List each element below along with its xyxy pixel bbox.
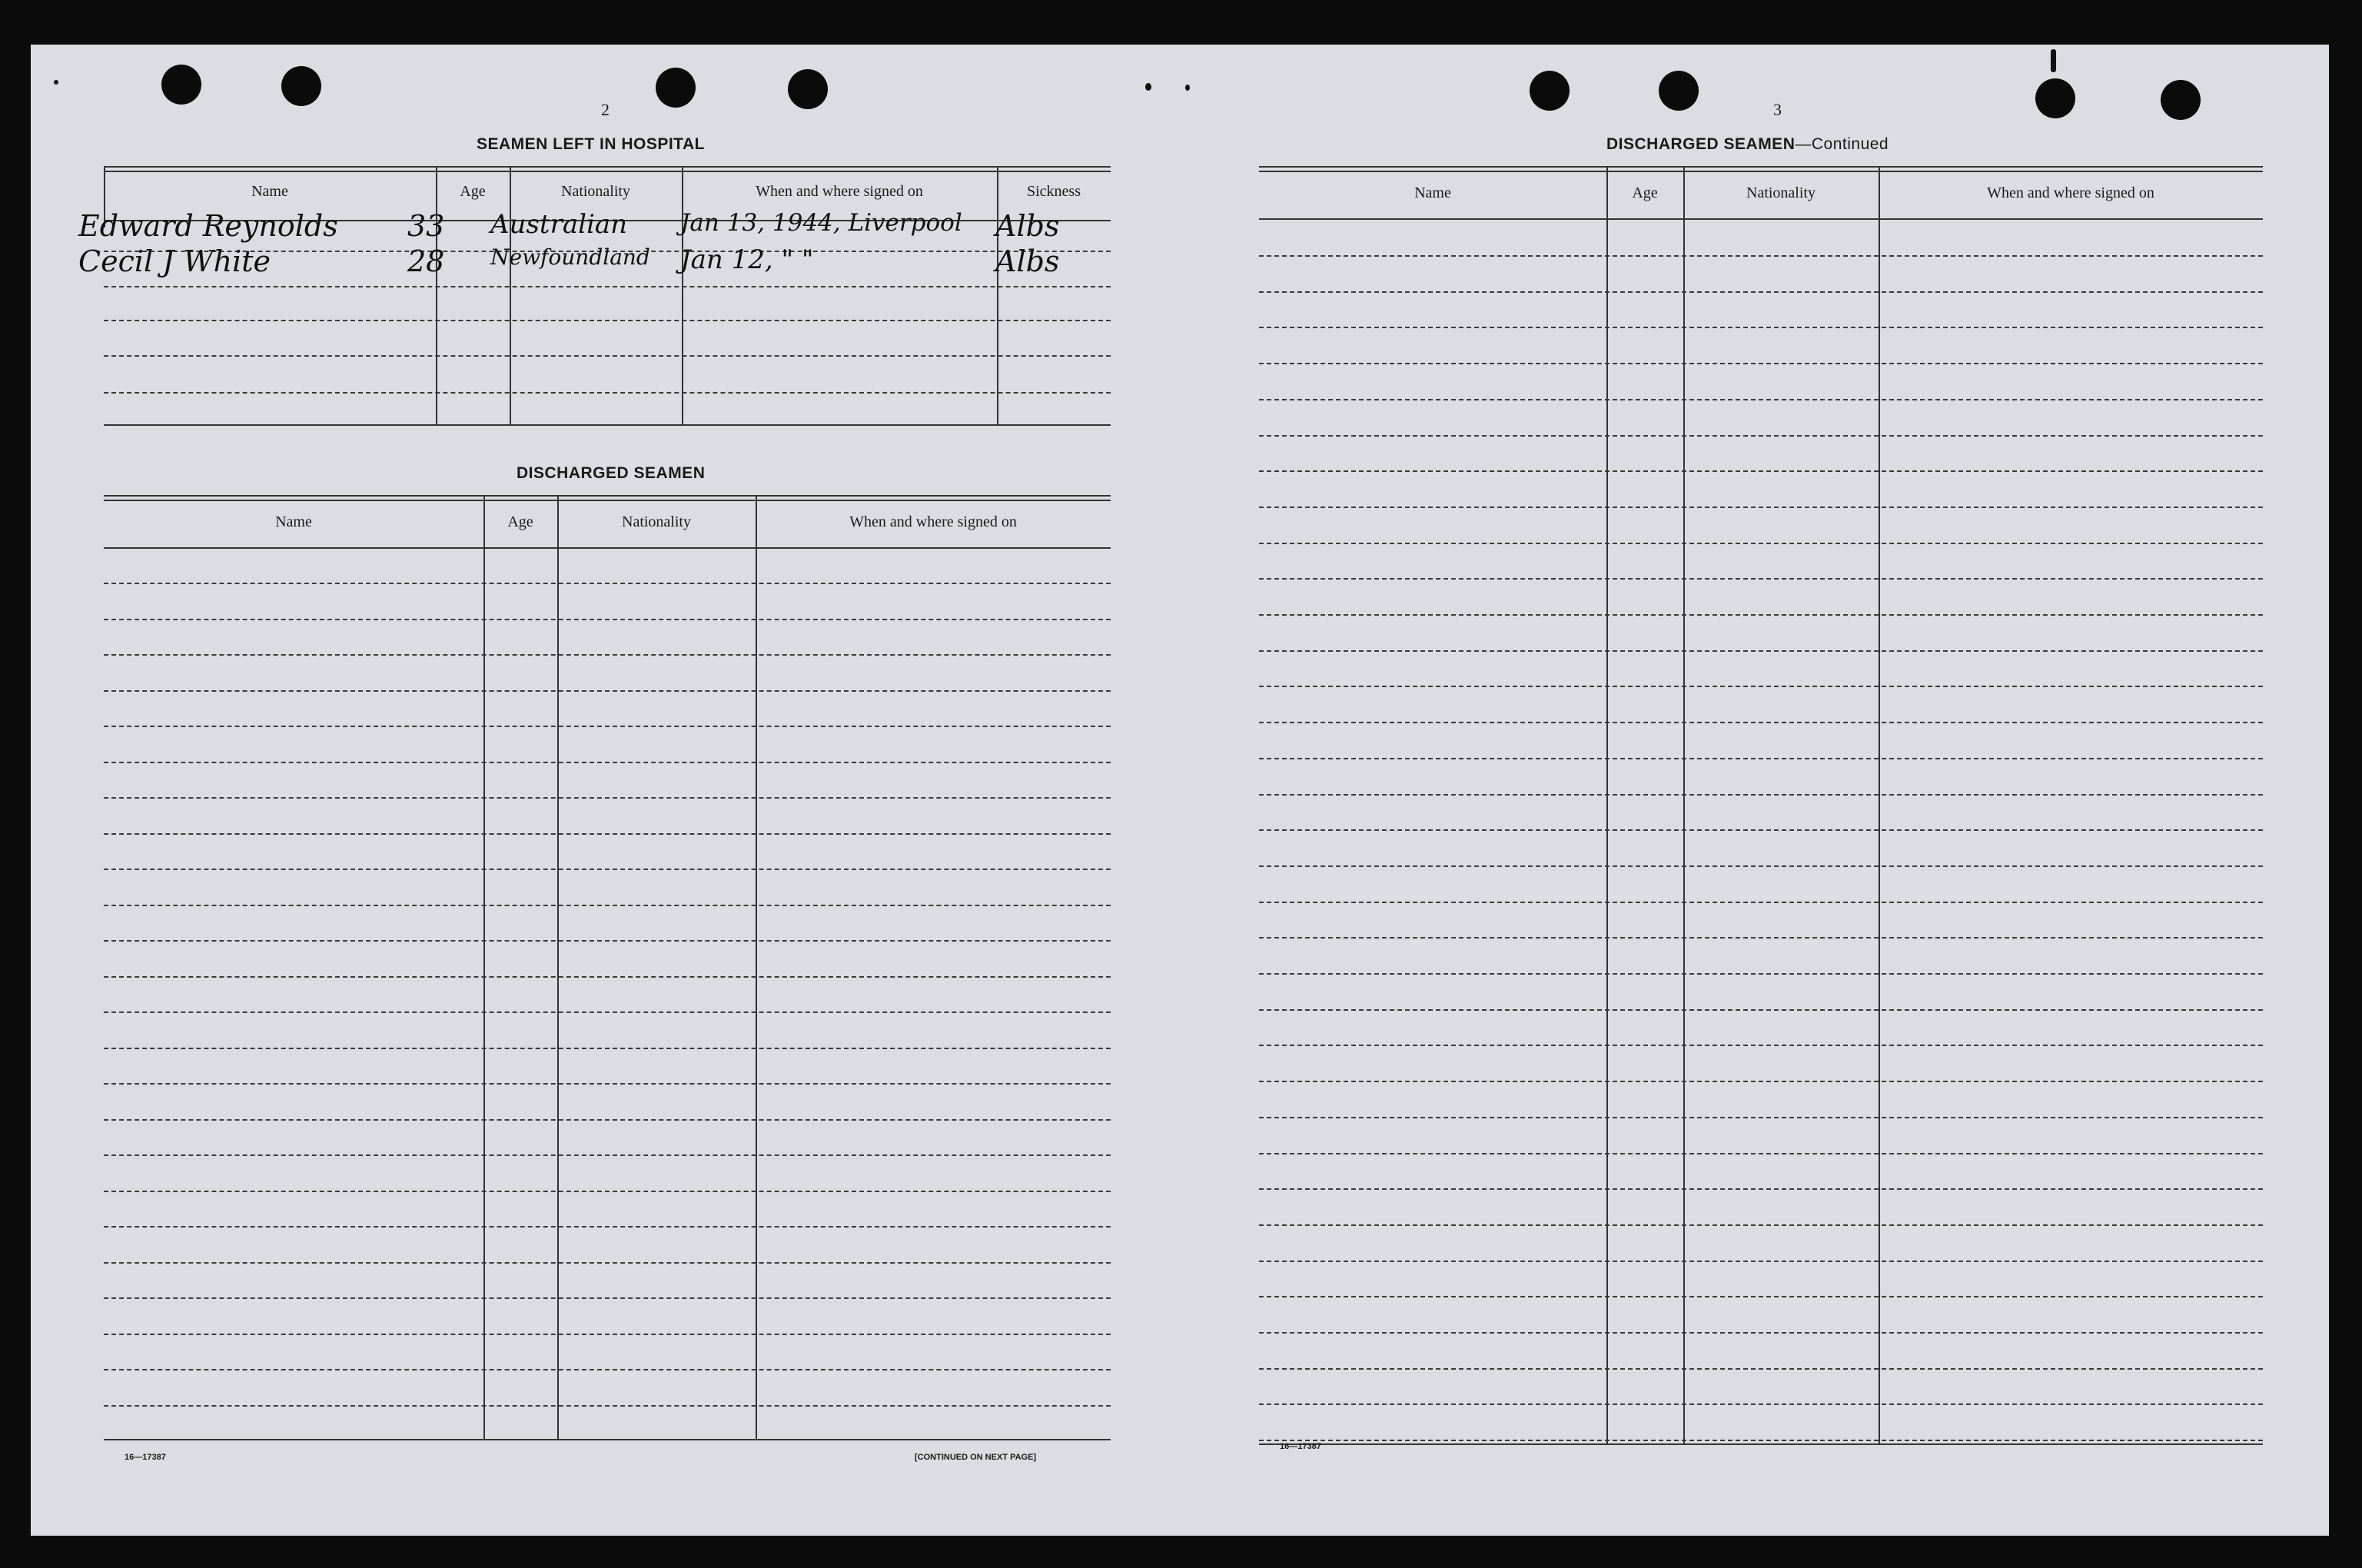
col-header-name: Name bbox=[1414, 184, 1451, 201]
punch-hole bbox=[788, 69, 828, 109]
row-line bbox=[1259, 686, 2263, 687]
col-header-name: Name bbox=[275, 513, 312, 530]
row-line bbox=[1259, 650, 2263, 652]
handwritten-age: 28 bbox=[407, 244, 445, 278]
header-rule bbox=[1259, 218, 2263, 220]
row-line bbox=[104, 976, 1111, 978]
discharged-table bbox=[104, 495, 1111, 1494]
row-line bbox=[104, 905, 1111, 906]
row-line bbox=[1259, 1332, 2263, 1334]
continued-note: [CONTINUED ON NEXT PAGE] bbox=[915, 1453, 1037, 1462]
row-line bbox=[1259, 973, 2263, 975]
punch-hole bbox=[1659, 71, 1699, 111]
row-line bbox=[104, 654, 1111, 656]
row-line bbox=[104, 1297, 1111, 1299]
table-top-rule bbox=[1259, 166, 2263, 168]
col-header-signed-on: When and where signed on bbox=[1987, 184, 2154, 201]
column-line bbox=[756, 495, 757, 1439]
table-top-rule bbox=[104, 495, 1111, 497]
row-line bbox=[1259, 363, 2263, 364]
row-line bbox=[1259, 1296, 2263, 1297]
column-line bbox=[483, 495, 485, 1439]
header-rule bbox=[104, 547, 1111, 549]
row-line bbox=[1259, 435, 2263, 437]
column-line bbox=[1606, 166, 1608, 1443]
row-line bbox=[1259, 1188, 2263, 1190]
row-line bbox=[104, 1226, 1111, 1227]
column-line bbox=[682, 166, 683, 424]
col-header-age: Age bbox=[507, 513, 533, 530]
row-line bbox=[104, 726, 1111, 727]
row-line bbox=[1259, 578, 2263, 580]
row-line bbox=[1259, 470, 2263, 472]
speck bbox=[54, 80, 58, 85]
row-line bbox=[104, 690, 1111, 692]
row-line bbox=[1259, 794, 2263, 796]
row-line bbox=[1259, 1009, 2263, 1011]
table-bottom-rule bbox=[1259, 1443, 2263, 1445]
table-top-rule bbox=[1259, 171, 2263, 172]
row-line bbox=[1259, 865, 2263, 867]
row-line bbox=[104, 1334, 1111, 1335]
table-top-rule bbox=[104, 500, 1111, 501]
row-line bbox=[1259, 1117, 2263, 1118]
row-line bbox=[1259, 902, 2263, 903]
col-header-sickness: Sickness bbox=[1027, 183, 1081, 200]
column-line bbox=[1879, 166, 1880, 1443]
row-line bbox=[104, 1405, 1111, 1407]
row-line bbox=[104, 833, 1111, 835]
page-number-left: 2 bbox=[601, 100, 610, 119]
row-line bbox=[104, 355, 1111, 357]
row-line bbox=[104, 392, 1111, 394]
row-line bbox=[104, 619, 1111, 620]
row-line bbox=[1259, 1153, 2263, 1154]
row-line bbox=[104, 1012, 1111, 1013]
row-line bbox=[104, 1083, 1111, 1085]
row-line bbox=[1259, 1368, 2263, 1370]
col-header-nationality: Nationality bbox=[622, 513, 691, 530]
column-line bbox=[510, 166, 511, 424]
col-header-signed-on: When and where signed on bbox=[756, 183, 923, 200]
col-header-nationality: Nationality bbox=[561, 183, 630, 200]
table-bottom-rule bbox=[104, 424, 1111, 426]
discharged-continued-suffix: —Continued bbox=[1795, 135, 1889, 153]
row-line bbox=[1259, 1404, 2263, 1405]
handwritten-age: 33 bbox=[407, 209, 445, 243]
speck bbox=[1185, 85, 1190, 91]
col-header-name: Name bbox=[251, 183, 288, 200]
row-line bbox=[1259, 1081, 2263, 1082]
row-line bbox=[104, 1048, 1111, 1049]
handwritten-sickness: Albs bbox=[995, 244, 1060, 278]
row-line bbox=[104, 1262, 1111, 1264]
punch-hole bbox=[161, 65, 201, 105]
discharged-continued-table bbox=[1259, 166, 2263, 1488]
row-line bbox=[1259, 507, 2263, 508]
row-line bbox=[1259, 1440, 2263, 1441]
row-line bbox=[104, 762, 1111, 763]
row-line bbox=[104, 320, 1111, 321]
row-line bbox=[104, 1369, 1111, 1370]
column-line bbox=[436, 166, 437, 424]
col-header-nationality: Nationality bbox=[1746, 184, 1816, 201]
column-line bbox=[1683, 166, 1685, 1443]
row-line bbox=[1259, 1261, 2263, 1262]
punch-hole bbox=[2035, 78, 2075, 118]
row-line bbox=[1259, 1045, 2263, 1046]
ledger-page bbox=[31, 45, 2329, 1536]
form-number-left: 16—17387 bbox=[125, 1453, 166, 1462]
table-bottom-rule bbox=[104, 1439, 1111, 1440]
row-line bbox=[1259, 937, 2263, 938]
table-top-rule bbox=[104, 171, 1111, 172]
row-line bbox=[1259, 327, 2263, 328]
col-header-signed-on: When and where signed on bbox=[849, 513, 1017, 530]
handwritten-signed-on: Jan 13, 1944, Liverpool bbox=[680, 209, 962, 237]
handwritten-signed-on: Jan 12, " " bbox=[680, 244, 814, 275]
handwritten-name: Edward Reynolds bbox=[78, 209, 338, 243]
punch-hole bbox=[281, 66, 321, 106]
handwritten-nationality: Australian bbox=[490, 209, 628, 240]
punch-hole bbox=[2161, 80, 2201, 120]
row-line bbox=[1259, 399, 2263, 400]
table-top-rule bbox=[104, 166, 1111, 168]
speck bbox=[1145, 83, 1151, 91]
row-line bbox=[1259, 255, 2263, 257]
row-line bbox=[104, 940, 1111, 942]
row-line bbox=[104, 1191, 1111, 1192]
row-line bbox=[1259, 543, 2263, 544]
row-line bbox=[104, 1119, 1111, 1121]
punch-hole bbox=[656, 68, 696, 108]
row-line bbox=[104, 583, 1111, 584]
col-header-age: Age bbox=[1632, 184, 1658, 201]
speck bbox=[2051, 49, 2056, 72]
discharged-continued-title-main: DISCHARGED SEAMEN bbox=[1606, 135, 1796, 153]
col-header-age: Age bbox=[460, 183, 486, 200]
row-line bbox=[1259, 1224, 2263, 1226]
handwritten-nationality: Newfoundland bbox=[490, 244, 650, 270]
discharged-continued-title bbox=[1606, 135, 1889, 154]
hospital-title: SEAMEN LEFT IN HOSPITAL bbox=[477, 135, 705, 153]
row-line bbox=[104, 1154, 1111, 1156]
punch-hole bbox=[1530, 71, 1570, 111]
discharged-title: DISCHARGED SEAMEN bbox=[517, 464, 706, 482]
row-line bbox=[1259, 291, 2263, 293]
row-line bbox=[1259, 829, 2263, 831]
column-line bbox=[997, 166, 998, 424]
handwritten-name: Cecil J White bbox=[78, 244, 271, 278]
page-number-right: 3 bbox=[1773, 100, 1782, 119]
handwritten-sickness: Albs bbox=[995, 209, 1060, 243]
column-line bbox=[557, 495, 559, 1439]
row-line bbox=[104, 797, 1111, 799]
row-line bbox=[1259, 722, 2263, 723]
row-line bbox=[1259, 614, 2263, 616]
row-line bbox=[104, 869, 1111, 870]
row-line bbox=[1259, 758, 2263, 759]
row-line bbox=[104, 286, 1111, 287]
form-number-right: 16—17387 bbox=[1280, 1442, 1321, 1451]
